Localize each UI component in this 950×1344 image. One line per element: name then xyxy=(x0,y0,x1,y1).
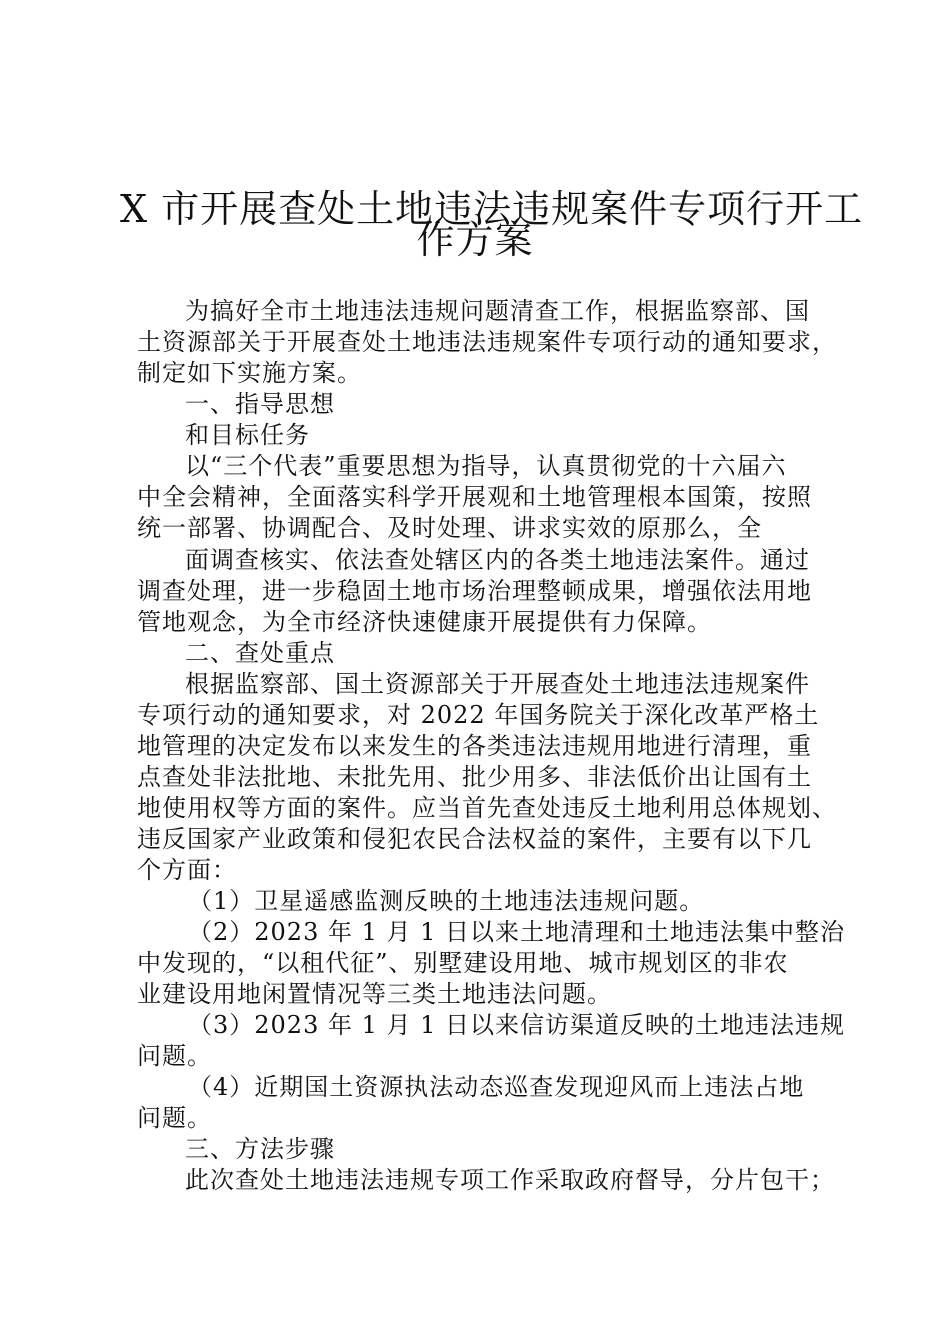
list-item: （4）近期国土资源执法动态巡查发现迎风而上违法占地 xyxy=(188,1073,805,1101)
list-item-cont: 问题。 xyxy=(137,1042,212,1070)
section-heading: 一、指导思想 xyxy=(185,390,335,418)
body-line: 个方面： xyxy=(137,856,237,884)
section-heading: 三、方法步骤 xyxy=(185,1135,335,1163)
list-item-cont: 中发现的，“以租代征”、别墅建设用地、城市规划区的非农 xyxy=(137,949,789,977)
body-line: 中全会精神，全面落实科学开展观和土地管理根本国策，按照 xyxy=(137,483,812,511)
body-line: 以“三个代表”重要思想为指导，认真贯彻党的十六届六 xyxy=(185,452,787,480)
body-line: 面调查核实、依法查处辖区内的各类土地违法案件。通过 xyxy=(185,546,810,574)
body-line: 根据监察部、国土资源部关于开展查处土地违法违规案件 xyxy=(185,670,810,698)
document-title-line-2: 作方案 xyxy=(416,218,534,262)
section-heading-cont: 和目标任务 xyxy=(185,421,310,449)
list-item: （2）2023 年 1 月 1 日以来土地清理和土地违法集中整治 xyxy=(188,918,846,946)
section-heading: 二、查处重点 xyxy=(185,639,335,667)
body-line: 地管理的决定发布以来发生的各类违法违规用地进行清理，重 xyxy=(137,732,812,760)
list-item-cont: 问题。 xyxy=(137,1104,212,1132)
body-line: 调查处理，进一步稳固土地市场治理整顿成果，增强依法用地 xyxy=(137,577,812,605)
body-line: 管地观念，为全市经济快速健康开展提供有力保障。 xyxy=(137,608,712,636)
body-line: 制定如下实施方案。 xyxy=(137,359,362,387)
body-line: 统一部署、协调配合、及时处理、讲求实效的原那么，全 xyxy=(137,514,762,542)
document-title-line-1: X 市开展查处土地违法违规案件专项行开工 xyxy=(120,187,864,231)
list-item-cont: 业建设用地闲置情况等三类土地违法问题。 xyxy=(137,980,612,1008)
body-line: 地使用权等方面的案件。应当首先查处违反土地利用总体规划、 xyxy=(137,794,837,822)
body-line: 点查处非法批地、未批先用、批少用多、非法低价出让国有土 xyxy=(137,763,812,791)
body-line: 专项行动的通知要求，对 2022 年国务院关于深化改革严格土 xyxy=(137,701,820,729)
body-line: 土资源部关于开展查处土地违法违规案件专项行动的通知要求， xyxy=(137,328,837,356)
body-line: 违反国家产业政策和侵犯农民合法权益的案件，主要有以下几 xyxy=(137,825,812,853)
body-line: 此次查处土地违法违规专项工作采取政府督导，分片包干； xyxy=(185,1166,835,1194)
list-item: （1）卫星遥感监测反映的土地违法违规问题。 xyxy=(188,887,705,915)
body-line: 为搞好全市土地违法违规问题清查工作，根据监察部、国 xyxy=(185,297,810,325)
list-item: （3）2023 年 1 月 1 日以来信访渠道反映的土地违法违规 xyxy=(188,1011,846,1039)
